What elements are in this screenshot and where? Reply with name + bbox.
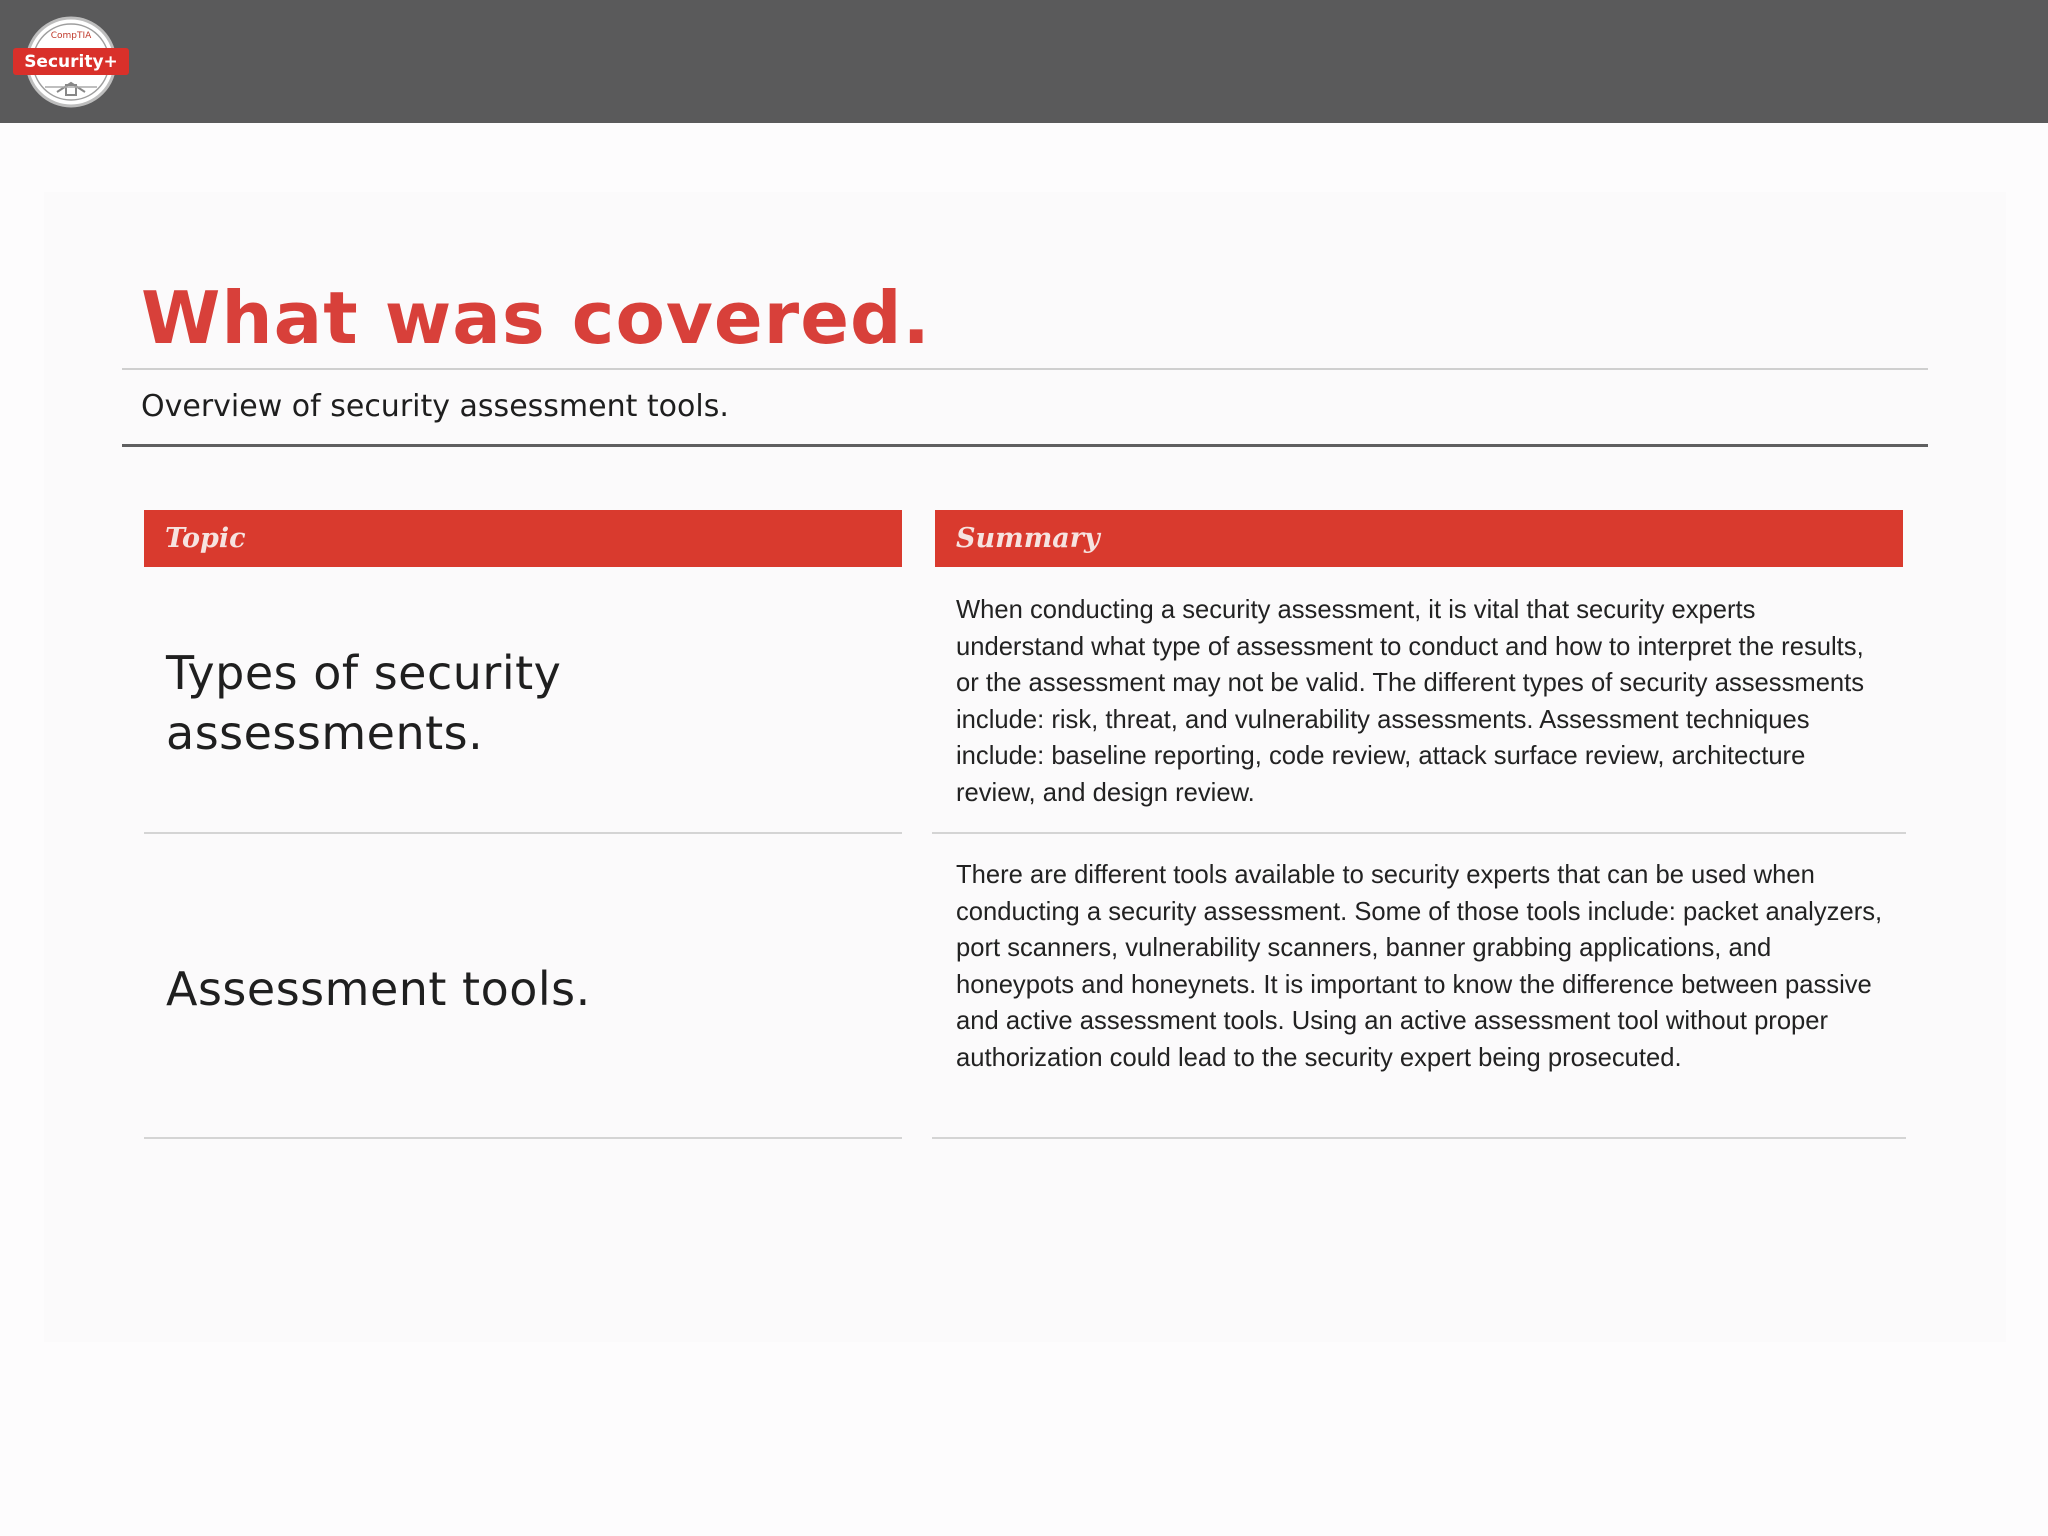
- slide-title: What was covered.: [141, 276, 931, 360]
- topic-line: Types of security: [166, 646, 562, 700]
- title-divider: [122, 368, 1928, 370]
- row-divider: [144, 832, 902, 834]
- row-divider: [932, 832, 1906, 834]
- subtitle-divider: [122, 444, 1928, 447]
- topic-cell: [166, 959, 591, 1019]
- row-divider: [144, 1137, 902, 1139]
- row-divider: [932, 1137, 1906, 1139]
- topic-line: assessments.: [166, 706, 484, 760]
- summary-cell: When conducting a security assessment, it is vital that security experts understand what type of assessment to conduct and how to interpret the results, or the assessment may not be valid. The different types of security assessments include: risk, threat, and vulnerability assessments. Assessment techniques include: baseline reporting, code review, attack surface review, architecture review, and design review.: [956, 596, 1865, 807]
- topic-line: Assessment tools.: [166, 962, 591, 1016]
- logo-brand-small: CompTIA: [50, 31, 92, 41]
- comptia-security-plus-logo: [13, 13, 129, 109]
- topic-cell: [166, 643, 561, 763]
- slide-subtitle: Overview of security assessment tools.: [141, 389, 729, 424]
- top-bar: [0, 0, 2048, 123]
- summary-cell: There are different tools available to security experts that can be used when conducting a security assessment. Some of those tools include: packet analyzers, port scanners, vulnerability scanners, banner grabbing applications, and honeypots and honeynets. It is important to know the difference between passive and active assessment tools. Using an active assessment tool without proper authorization could lead to the security expert being prosecuted.: [956, 861, 1883, 1072]
- topic-column-header: Topic: [144, 510, 902, 567]
- logo-brand-main: Security+: [24, 52, 118, 72]
- summary-column-header: Summary: [935, 510, 1903, 567]
